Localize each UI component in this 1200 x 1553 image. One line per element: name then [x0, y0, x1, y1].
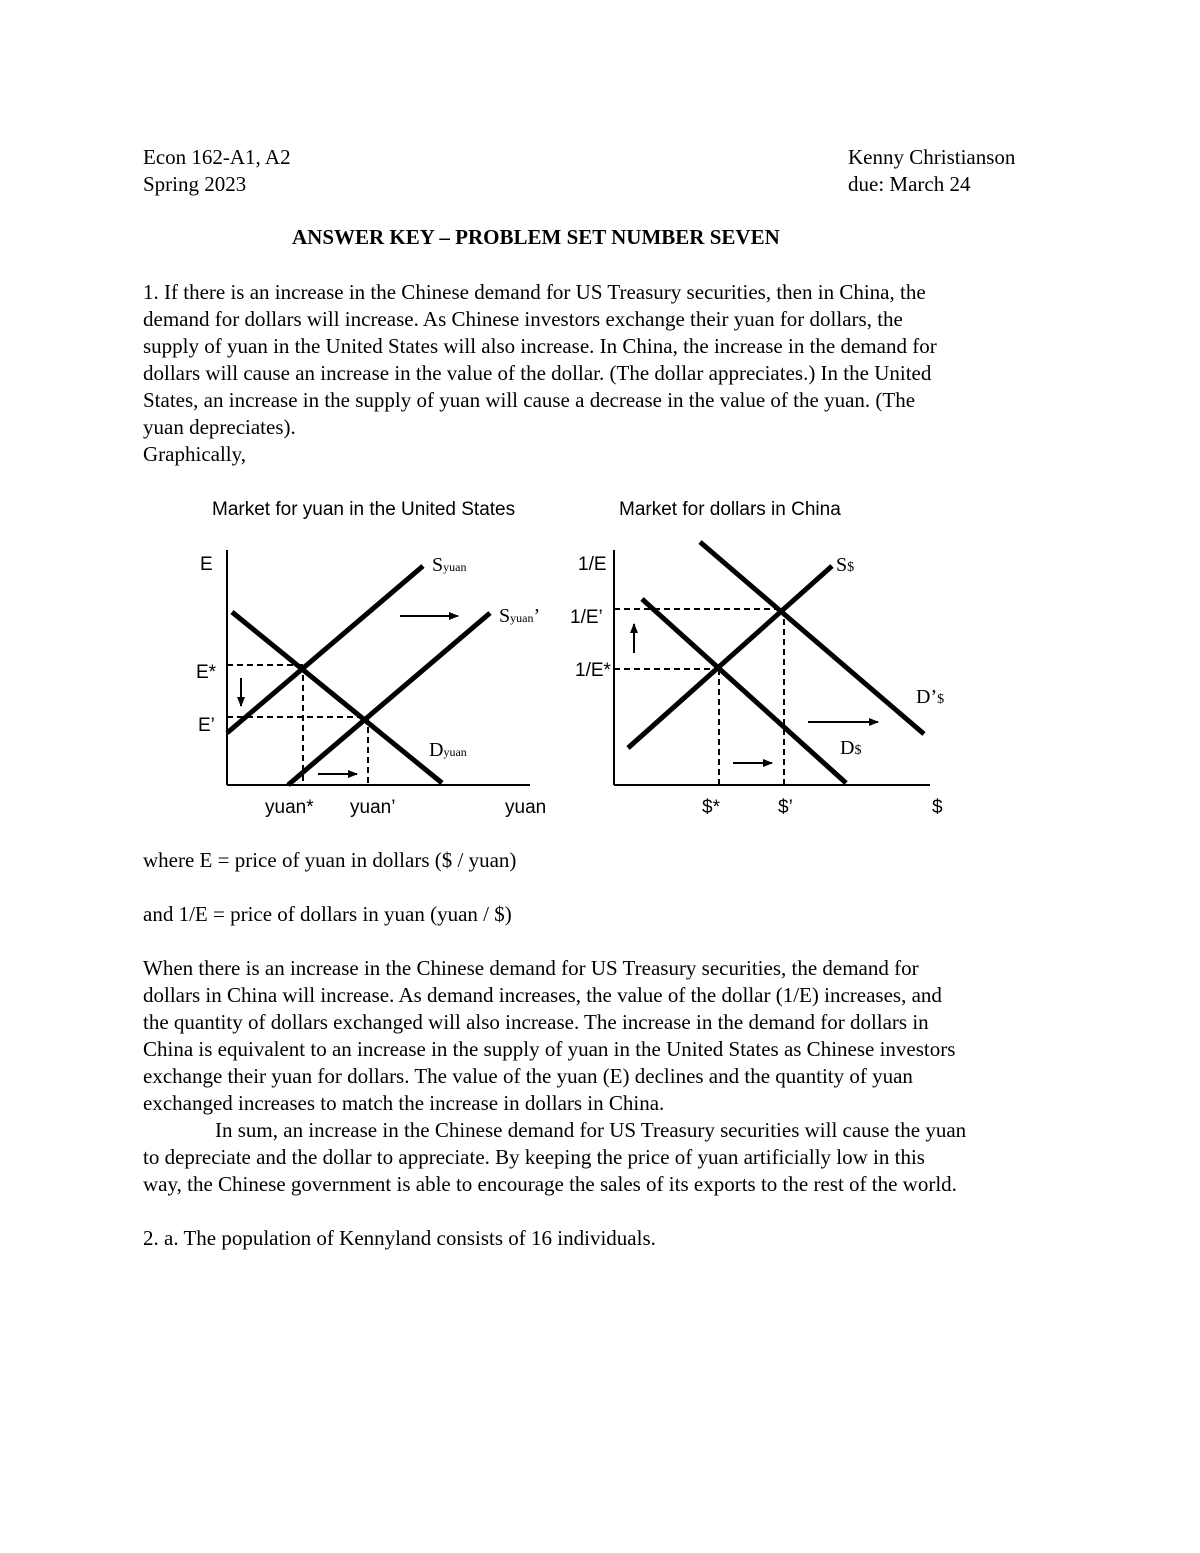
graphs — [0, 490, 1200, 830]
question-2-text: 2. a. The population of Kennyland consists of 16 individuals. — [143, 1226, 656, 1250]
summary-line: to depreciate and the dollar to appreciate. By keeping the price of yuan artificially low in this — [143, 1145, 925, 1169]
supply-curve-s-dollar — [628, 566, 832, 748]
tick-dollar-star: $* — [702, 797, 720, 818]
x-axis-label-dollars: $ — [932, 797, 943, 818]
summary-line: way, the Chinese government is able to encourage the sales of its exports to the rest of the world. — [143, 1172, 957, 1196]
q1-line: yuan depreciates). — [143, 415, 296, 439]
q1-line: demand for dollars will increase. As Chinese investors exchange their yuan for dollars, the — [143, 307, 903, 331]
definition-e: where E = price of yuan in dollars ($ / yuan) — [143, 848, 517, 872]
q1-line: States, an increase in the supply of yuan will cause a decrease in the value of the yuan. (The — [143, 388, 916, 412]
tick-inv-e-star: 1/E* — [575, 660, 611, 681]
due-date-label: due: March 24 — [848, 172, 971, 196]
tick-inv-e-prime: 1/E’ — [570, 607, 603, 628]
label-syuan: Syuan — [432, 554, 467, 576]
explanation-line: the quantity of dollars exchanged will also increase. The increase in the demand for dollars in — [143, 1010, 929, 1034]
tick-e-star: E* — [196, 662, 217, 683]
explanation-text — [143, 955, 1063, 1198]
supply-curve-syuan — [227, 566, 423, 733]
chart-title-yuan: Market for yuan in the United States — [212, 499, 516, 520]
label-d-dollar-prime: D’$ — [916, 686, 945, 708]
chart-title-dollars: Market for dollars in China — [619, 499, 841, 520]
label-d-dollar: D$ — [840, 737, 862, 759]
page-title: ANSWER KEY – PROBLEM SET NUMBER SEVEN — [292, 225, 780, 249]
q1-line: supply of yuan in the United States will also increase. In China, the increase in the demand for — [143, 334, 937, 358]
question-1-text — [143, 279, 1063, 468]
term-label: Spring 2023 — [143, 172, 247, 196]
label-dyuan: Dyuan — [429, 739, 467, 761]
explanation-line: When there is an increase in the Chinese demand for US Treasury securities, the demand for — [143, 956, 919, 980]
label-s-dollar: S$ — [836, 554, 855, 576]
q1-line: dollars will cause an increase in the value of the dollar. (The dollar appreciates.) In the United — [143, 361, 932, 385]
instructor-label: Kenny Christianson — [848, 145, 1016, 169]
explanation-line: exchanged increases to match the increase in dollars in China. — [143, 1091, 665, 1115]
explanation-line: exchange their yuan for dollars. The value of the yuan (E) declines and the quantity of yuan — [143, 1064, 913, 1088]
q1-line: Graphically, — [143, 442, 247, 466]
explanation-line: China is equivalent to an increase in the supply of yuan in the United States as Chinese investors — [143, 1037, 956, 1061]
q1-line: 1. If there is an increase in the Chinese demand for US Treasury securities, then in China, the — [143, 280, 926, 304]
tick-yuan-prime: yuan’ — [350, 797, 396, 818]
y-axis-label-dollars: 1/E — [578, 554, 607, 575]
tick-dollar-prime: $’ — [778, 797, 793, 818]
definition-inverse-e: and 1/E = price of dollars in yuan (yuan / $) — [143, 902, 512, 926]
demand-curve-d-dollar-prime — [700, 542, 924, 734]
course-label: Econ 162-A1, A2 — [143, 145, 291, 169]
explanation-line: dollars in China will increase. As demand increases, the value of the dollar (1/E) increases, and — [143, 983, 942, 1007]
tick-e-prime: E’ — [198, 715, 215, 736]
label-syuan-prime: Syuan’ — [499, 605, 541, 627]
supply-curve-syuan-prime — [288, 613, 490, 785]
y-axis-label-yuan: E — [200, 554, 213, 575]
summary-line: In sum, an increase in the Chinese demand for US Treasury securities will cause the yuan — [215, 1118, 967, 1142]
tick-yuan-star: yuan* — [265, 797, 314, 818]
demand-curve-d-dollar — [642, 599, 846, 783]
x-axis-label-yuan: yuan — [505, 797, 547, 818]
